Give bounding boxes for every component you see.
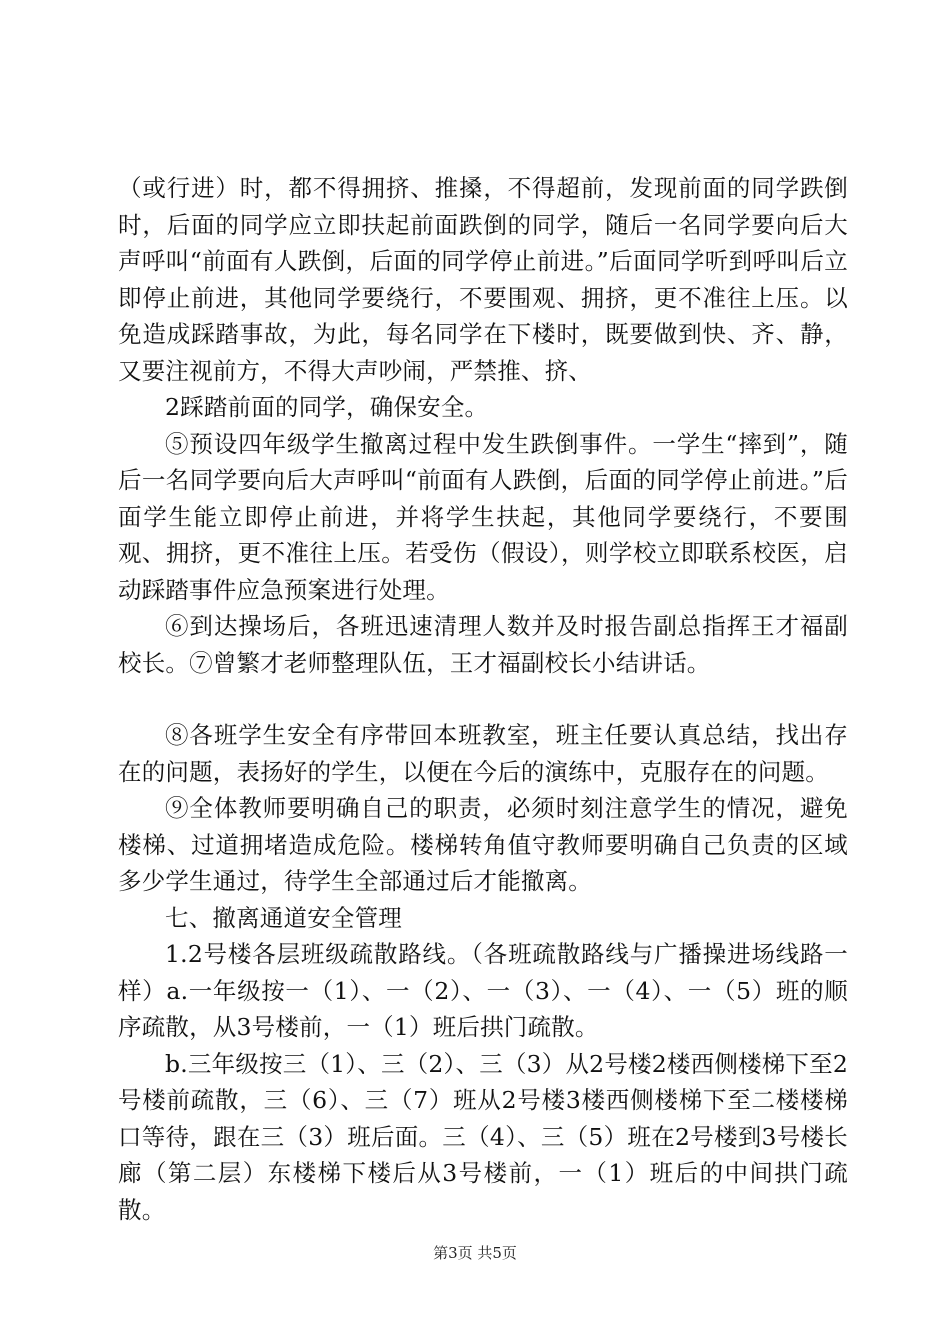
paragraph: （或行进）时，都不得拥挤、推搡，不得超前，发现前面的同学跌倒时，后面的同学应立即扶起前面跌倒的同学，随后一名同学要向后大声呼叫“前面有人跌倒，后面的同学停止前进。”后面同学听到呼叫后立即停止前进，其他同学要绕行，不要围观、拥挤，更不准往上压。以免造成踩踏事故，为此，每名同学在下楼时，既要做到快、齐、静，又要注视前方，不得大声吵闹，严禁推、挤、 — [118, 174, 848, 385]
paragraph: ⑧各班学生安全有序带回本班教室，班主任要认真总结，找出存在的问题，表扬好的学生，以便在今后的演练中，克服存在的问题。 — [118, 721, 848, 786]
paragraph: ⑨全体教师要明确自己的职责，必须时刻注意学生的情况，避免楼梯、过道拥堵造成危险。楼梯转角值守教师要明确自己负责的区域多少学生通过，待学生全部通过后才能撤离。 — [118, 794, 848, 895]
paragraph: 1.2号楼各层班级疏散路线。（各班疏散路线与广播操进场线路一样）a.一年级按一（1）、一（2）、一（3）、一（4）、一（5）班的顺序疏散，从3号楼前，一（1）班后拱门疏散。 — [118, 940, 848, 1041]
paragraph: ⑥到达操场后，各班迅速清理人数并及时报告副总指挥王才福副校长。⑦曾繁才老师整理队伍，王才福副校长小结讲话。 — [118, 612, 848, 677]
document-body — [118, 170, 848, 1228]
paragraph: b.三年级按三（1）、三（2）、三（3）从2号楼2楼西侧楼梯下至2号楼前疏散，三（6）、三（7）班从2号楼3楼西侧楼梯下至二楼楼梯口等待，跟在三（3）班后面。三（4）、三（5）班在2号楼到3号楼长廊（第二层）东楼梯下楼后从3号楼前，一（1）班后的中间拱门疏散。 — [118, 1049, 848, 1224]
page-number-footer: 第3页 共5页 — [433, 1244, 517, 1262]
paragraph: ⑤预设四年级学生撤离过程中发生跌倒事件。一学生“摔到”，随后一名同学要向后大声呼叫“前面有人跌倒，后面的同学停止前进。”后面学生能立即停止前进，并将学生扶起，其他同学要绕行，不要围观、拥挤，更不准往上压。若受伤（假设），则学校立即联系校医，启动踩踏事件应急预案进行处理。 — [118, 429, 848, 604]
blank-line — [118, 681, 848, 717]
paragraph: 2踩踏前面的同学，确保安全。 — [165, 393, 489, 421]
section-heading: 七、撤离通道安全管理 — [165, 903, 402, 932]
